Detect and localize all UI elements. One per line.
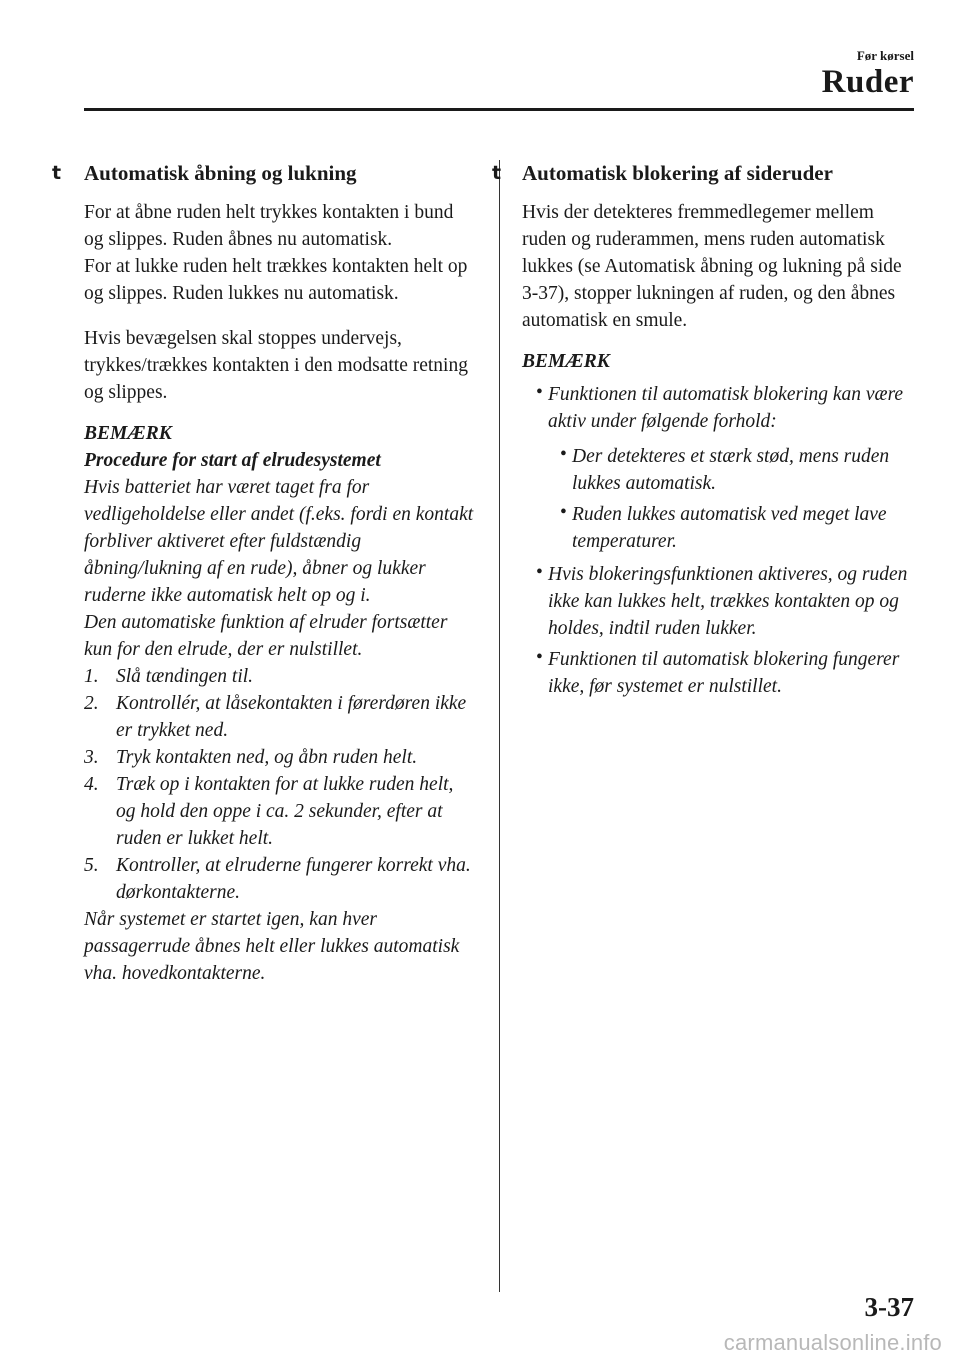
list-item: • Hvis blokeringsfunktionen aktiveres, og ruden ikke kan lukkes helt, trækkes kontakten op og holdes, indtil ruden lukker.	[534, 561, 917, 642]
list-item: 4. Træk op i kontakten for at lukke ruden helt, og hold den oppe i ca. 2 sekunder, efter at ruden er lukket helt.	[84, 774, 454, 849]
page-title: Ruder	[821, 64, 914, 100]
page-number: 3-37	[864, 1292, 914, 1322]
procedure-steps	[84, 663, 474, 906]
note-label: BEMÆRK	[84, 423, 172, 444]
watermark: carmanualsonline.info	[723, 1330, 942, 1355]
header-section-label: Før kørsel	[856, 48, 914, 63]
list-item: • Funktionen til automatisk blokering kan være aktiv under følgende forhold: • Der detekteres et stærk stød, mens ruden lukkes automatisk. • Ruden lukkes automatisk ved meget lave temperaturer.	[534, 381, 917, 555]
right-column	[492, 160, 917, 704]
note-body-2: Den automatiske funktion af elruder fortsætter kun for den elrude, der er nulstillet.	[84, 612, 448, 660]
note-body: Hvis batteriet har været taget fra for vedligeholdelse eller andet (f.eks. fordi en kontakt forbliver aktiveret efter fuldstændig åbning/lukning af en rude), åbner og lukker ruderne ikke automatisk helt op og i.	[84, 477, 474, 606]
list-item: • Funktionen til automatisk blokering fungerer ikke, før systemet er nulstillet.	[534, 646, 917, 700]
note-label: BEMÆRK	[522, 351, 610, 372]
list-item: 2. Kontrollér, at låsekontakten i førerdøren ikke er trykket ned.	[84, 693, 467, 741]
bullet-icon: •	[536, 562, 543, 583]
section-heading-auto-blocking	[492, 160, 887, 187]
section-marker-icon: t	[52, 162, 62, 184]
left-column	[52, 160, 474, 987]
bullet-icon: •	[560, 502, 567, 523]
note-title: Procedure for start af elrudesystemet	[84, 450, 381, 471]
paragraph-close: For at lukke ruden helt trækkes kontakten helt op og slippes. Ruden lukkes nu automatisk.	[84, 256, 468, 304]
list-item: • Ruden lukkes automatisk ved meget lave temperaturer.	[558, 501, 917, 555]
header-rule	[84, 108, 914, 111]
list-item: 5. Kontroller, at elruderne fungerer korrekt vha. dørkontakterne.	[84, 855, 471, 903]
section-heading-text: Automatisk blokering af sideruder	[522, 161, 833, 185]
section-heading-auto-open-close	[52, 160, 442, 187]
list-item: 3. Tryk kontakten ned, og åbn ruden helt.	[84, 747, 418, 768]
paragraph-open: For at åbne ruden helt trykkes kontakten i bund og slippes. Ruden åbnes nu automatisk.	[84, 202, 454, 250]
column-divider	[499, 160, 500, 1292]
sub-bullets	[548, 443, 917, 555]
list-item: 1. Slå tændingen til.	[84, 666, 254, 687]
bullet-icon: •	[536, 382, 543, 403]
list-item: • Der detekteres et stærk stød, mens ruden lukkes automatisk.	[558, 443, 917, 497]
paragraph-blocking: Hvis der detekteres fremmedlegemer mellem ruden og ruderammen, mens ruden automatisk lukkes (se Automatisk åbning og lukning på side 3-37), stopper lukningen af ruden, og den åbnes automatisk en smule.	[522, 202, 902, 331]
note-closing: Når systemet er startet igen, kan hver passagerrude åbnes helt eller lukkes automatisk vha. hovedkontakterne.	[84, 909, 460, 984]
note-bullets	[522, 381, 917, 700]
bullet-icon: •	[536, 647, 543, 668]
section-heading-text: Automatisk åbning og lukning	[84, 161, 357, 185]
paragraph-stop: Hvis bevægelsen skal stoppes undervejs, trykkes/trækkes kontakten i den modsatte retning og slippes.	[84, 328, 468, 403]
bullet-icon: •	[560, 444, 567, 465]
section-marker-icon: t	[492, 162, 502, 184]
